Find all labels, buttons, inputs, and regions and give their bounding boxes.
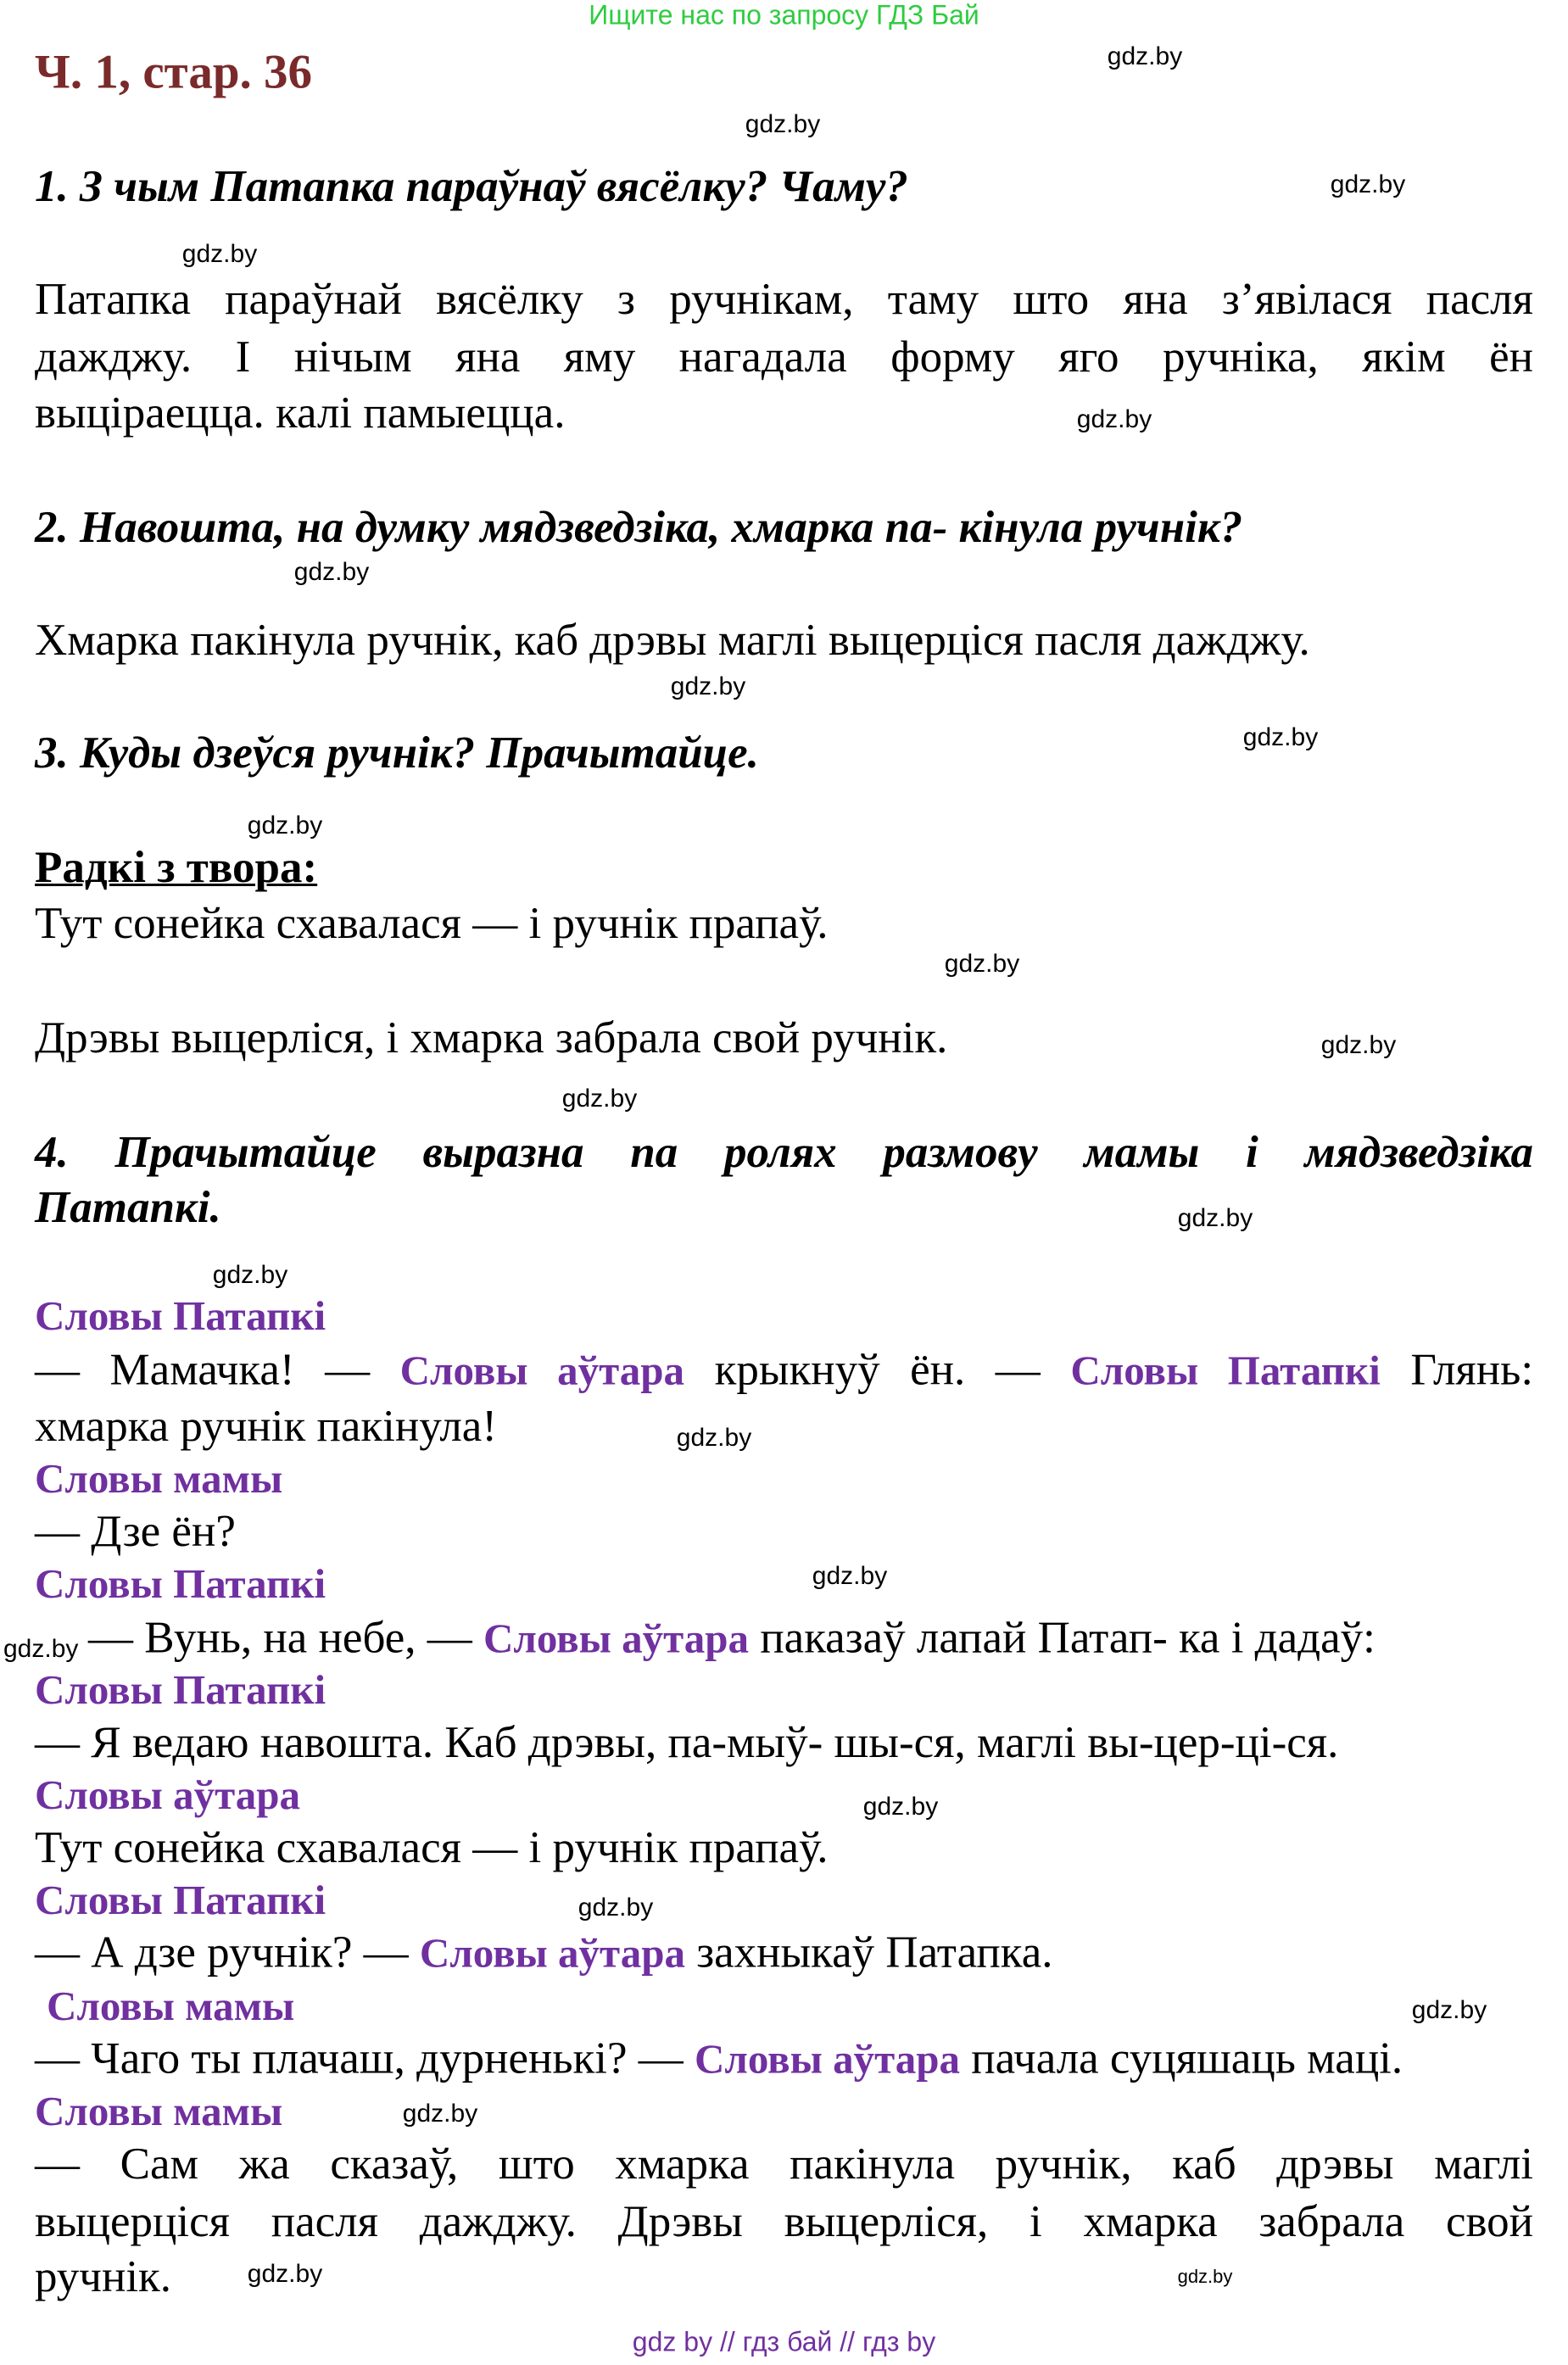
watermark: gdz.by bbox=[247, 812, 323, 839]
watermark: gdz.by bbox=[212, 1261, 288, 1289]
watermark: gdz.by bbox=[247, 2260, 323, 2288]
speaker-label-patapka: Словы Патапкі bbox=[35, 1666, 326, 1713]
watermark: gdz.by bbox=[1242, 723, 1319, 751]
dialogue-line: Тут сонейка схавалася — і ручнік прапаў. bbox=[35, 1823, 829, 1872]
dialogue-text: — Вунь, на небе, — bbox=[88, 1613, 472, 1663]
inline-label-patapka: Словы Патапкі bbox=[1070, 1347, 1381, 1394]
dialogue-line: — Дзе ён? bbox=[35, 1507, 236, 1556]
question-4-line: Патапкі. bbox=[35, 1183, 221, 1232]
watermark: gdz.by bbox=[670, 672, 746, 700]
watermark: gdz.by bbox=[402, 2100, 478, 2128]
speaker-label-mama: Словы мамы bbox=[35, 2088, 283, 2134]
inline-label-author: Словы аўтара bbox=[483, 1615, 750, 1662]
question-4-line: 4. Прачытайце выразна па ролях размову мамы і мядзведзіка bbox=[35, 1128, 1533, 1177]
speaker-label-patapka: Словы Патапкі bbox=[35, 1292, 326, 1339]
question-3: 3. Куды дзеўся ручнік? Прачытайце. bbox=[35, 728, 759, 778]
watermark: gdz.by bbox=[676, 1424, 752, 1452]
watermark: gdz.by bbox=[3, 1635, 79, 1663]
dialogue-line bbox=[88, 1613, 1533, 1665]
dialogue-text: пачала суцяшаць маці. bbox=[971, 2033, 1403, 2083]
watermark: gdz.by bbox=[578, 1894, 654, 1922]
dialogue-text: — Чаго ты плачаш, дурненькі? — bbox=[35, 2033, 684, 2083]
question-1: 1. З чым Патапка параўнаў вясёлку? Чаму? bbox=[35, 162, 908, 211]
speaker-label-mama: Словы мамы bbox=[35, 1455, 283, 1502]
watermark: gdz.by bbox=[1411, 1996, 1487, 2024]
quote-subheading-text: Радкі з твора: bbox=[35, 843, 318, 892]
speaker-label-patapka: Словы Патапкі bbox=[35, 1560, 326, 1607]
inline-label-author: Словы аўтара bbox=[419, 1929, 685, 1977]
quote-line: Тут сонейка схавалася — і ручнік прапаў. bbox=[35, 899, 829, 948]
watermark: gdz.by bbox=[1330, 170, 1406, 198]
watermark: gdz.by bbox=[1076, 405, 1152, 433]
dialogue-line: — Я ведаю навошта. Каб дрэвы, па-мыў- шы-ся, маглі вы-цер-ці-ся. bbox=[35, 1718, 1339, 1767]
dialogue-line: ручнік. bbox=[35, 2252, 172, 2301]
search-hint-header: Ищите нас по запросу ГДЗ Бай bbox=[589, 0, 979, 31]
dialogue-text: паказаў лапай Патап- ка і дадаў: bbox=[760, 1613, 1375, 1663]
footer-links: gdz by // гдз бай // гдз by bbox=[632, 2326, 936, 2357]
dialogue-text: захныкаў Патапка. bbox=[696, 1927, 1053, 1977]
dialogue-text: крыкнуў ён. — bbox=[714, 1345, 1041, 1395]
answer-1-line: выціраецца. калі памыецца. bbox=[35, 388, 566, 438]
watermark: gdz.by bbox=[293, 558, 370, 586]
speaker-label-patapka: Словы Патапкі bbox=[35, 1877, 326, 1923]
speaker-label-mama: Словы мамы bbox=[47, 1983, 295, 2029]
answer-1-line: Патапка параўнай вясёлку з ручнікам, таму што яна з’явілася пасля bbox=[35, 275, 1533, 324]
watermark: gdz.by bbox=[944, 950, 1020, 978]
watermark: gdz.by bbox=[1107, 42, 1183, 70]
dialogue-line: — Сам жа сказаў, што хмарка пакінула ручнік, каб дрэвы маглі bbox=[35, 2139, 1533, 2189]
dialogue-text: Глянь: bbox=[1410, 1345, 1534, 1395]
page-title: Ч. 1, стар. 36 bbox=[35, 45, 313, 99]
watermark: gdz.by bbox=[745, 110, 821, 138]
inline-label-author: Словы аўтара bbox=[399, 1347, 685, 1394]
watermark: gdz.by bbox=[1320, 1031, 1397, 1059]
quote-subheading bbox=[35, 842, 1533, 893]
speaker-label-author: Словы аўтара bbox=[35, 1771, 301, 1818]
dialogue-line bbox=[35, 1927, 1533, 1979]
watermark: gdz.by bbox=[862, 1793, 939, 1821]
watermark: gdz.by bbox=[812, 1562, 888, 1590]
dialogue-text: — Мамачка! — bbox=[35, 1345, 371, 1395]
inline-label-author: Словы аўтара bbox=[695, 2035, 961, 2083]
dialogue-line bbox=[35, 1345, 1533, 1397]
dialogue-line: хмарка ручнік пакінула! bbox=[35, 1402, 497, 1451]
dialogue-text: — А дзе ручнік? — bbox=[35, 1927, 409, 1977]
dialogue-line: выцерціся пасля дажджу. Дрэвы выцерліся, і хмарка забрала свой bbox=[35, 2197, 1533, 2246]
quote-line: Дрэвы выцерліся, і хмарка забрала свой ручнік. bbox=[35, 1013, 948, 1063]
watermark: gdz.by bbox=[1177, 2266, 1233, 2287]
watermark: gdz.by bbox=[561, 1085, 638, 1113]
answer-2: Хмарка пакінула ручнік, каб дрэвы маглі выцерціся пасля дажджу. bbox=[35, 616, 1310, 665]
question-2: 2. Навошта, на думку мядзведзіка, хмарка па- кінула ручнік? bbox=[35, 503, 1243, 552]
watermark: gdz.by bbox=[181, 240, 258, 268]
answer-1-line: дажджу. І нічым яна яму нагадала форму яго ручніка, якім ён bbox=[35, 332, 1533, 382]
dialogue-line bbox=[35, 2033, 1533, 2085]
watermark: gdz.by bbox=[1177, 1204, 1253, 1232]
